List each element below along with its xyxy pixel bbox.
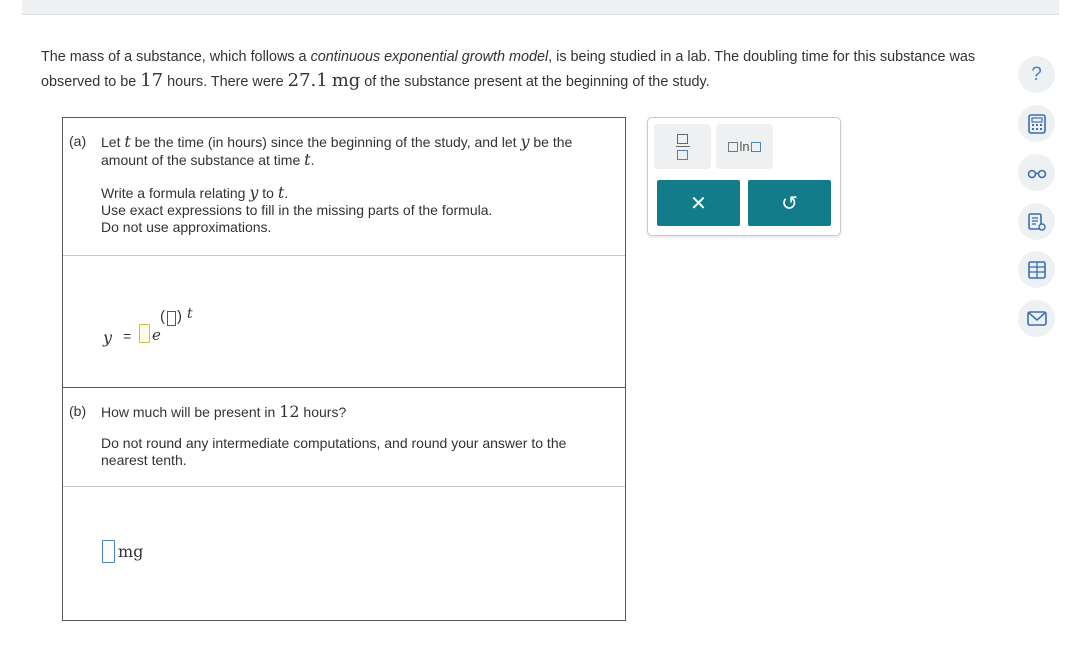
formula-left-paren: ( — [160, 308, 165, 325]
hours-value: 12 — [279, 402, 300, 421]
part-a-instructions — [63, 118, 625, 256]
fraction-icon — [676, 133, 690, 161]
part-a-line3: Use exact expressions to fill in the missing parts of the formula. — [101, 202, 493, 218]
undo-icon: ↺ — [781, 192, 798, 215]
table-icon — [1028, 261, 1046, 279]
notes-button[interactable] — [1018, 203, 1055, 240]
var-y: y — [520, 132, 530, 151]
mass-unit: mg — [331, 70, 361, 91]
formula-e: e — [152, 326, 161, 344]
part-a-line1: be the amount of the substance at time — [101, 134, 573, 168]
part-a-line1: Let — [101, 134, 125, 150]
mail-icon — [1027, 311, 1047, 326]
message-button[interactable] — [1018, 300, 1055, 337]
formula-y: y — [103, 328, 113, 347]
part-b-answer-area — [63, 487, 625, 621]
math-toolbox — [647, 117, 841, 236]
part-a-line1: be the time (in hours) since the beginning of the study, and let — [130, 134, 521, 150]
top-band — [22, 0, 1059, 15]
undo-button[interactable] — [748, 180, 831, 226]
coefficient-input-box[interactable] — [139, 324, 150, 343]
calculator-button[interactable] — [1018, 105, 1055, 142]
part-a-line2-text: Write a formula relating — [101, 185, 250, 201]
clear-button[interactable] — [657, 180, 740, 226]
close-icon: ✕ — [690, 192, 707, 215]
glasses-icon — [1027, 167, 1047, 179]
part-a-line4: Do not use approximations. — [101, 219, 272, 235]
problem-text: , is being studied in a lab. The doubling time for this substance was observed to be — [41, 49, 976, 90]
answer-input-box[interactable] — [102, 540, 115, 563]
part-a-line1: . — [310, 152, 315, 168]
initial-mass-value: 27.1 — [287, 70, 328, 91]
var-t: t — [277, 183, 285, 202]
formula — [101, 306, 301, 354]
formula-t: t — [187, 306, 193, 322]
answer-unit: mg — [118, 542, 144, 561]
doubling-time-value: 17 — [140, 70, 164, 91]
exponent-input-box[interactable] — [167, 311, 176, 326]
problem-text: of the substance present at the beginning of the study. — [360, 74, 710, 90]
part-a-directions — [101, 184, 611, 236]
var-y: y — [249, 183, 259, 202]
part-a-line2 — [101, 184, 611, 202]
part-b-directions: Do not round any intermediate computations, and round your answer to the nearest tenth. — [101, 435, 567, 468]
formula-right-paren: ) — [177, 308, 182, 325]
natural-log-button[interactable] — [716, 124, 773, 169]
part-a-line2-text: . — [284, 185, 289, 201]
part-b-line1: hours? — [299, 404, 347, 420]
formula-equals: = — [123, 328, 132, 344]
part-b-question — [101, 403, 611, 421]
fraction-button[interactable] — [654, 124, 711, 169]
reader-button[interactable] — [1018, 154, 1055, 191]
problem-text: hours. There were — [163, 74, 288, 90]
model-name: continuous exponential growth model — [310, 49, 549, 65]
natural-log-icon — [728, 139, 760, 154]
calculator-icon — [1028, 114, 1046, 134]
notes-icon — [1027, 212, 1047, 232]
help-icon: ? — [1031, 63, 1042, 85]
ln-label: ln — [739, 139, 750, 154]
question-panel — [62, 117, 626, 621]
part-a-answer-area — [63, 256, 625, 388]
part-b-line1: How much will be present in — [101, 404, 280, 420]
help-button[interactable] — [1018, 56, 1055, 93]
answer-input — [102, 540, 222, 564]
part-a-text — [101, 133, 611, 169]
var-t: t — [304, 150, 311, 169]
part-a-label: (a) — [69, 133, 87, 149]
part-b-label: (b) — [69, 403, 87, 419]
data-table-button[interactable] — [1018, 251, 1055, 288]
problem-statement — [41, 46, 1001, 94]
part-a-line2-text: to — [258, 185, 278, 201]
var-t: t — [124, 132, 131, 151]
part-b-instructions — [63, 388, 625, 487]
problem-text: The mass of a substance, which follows a — [41, 49, 311, 65]
